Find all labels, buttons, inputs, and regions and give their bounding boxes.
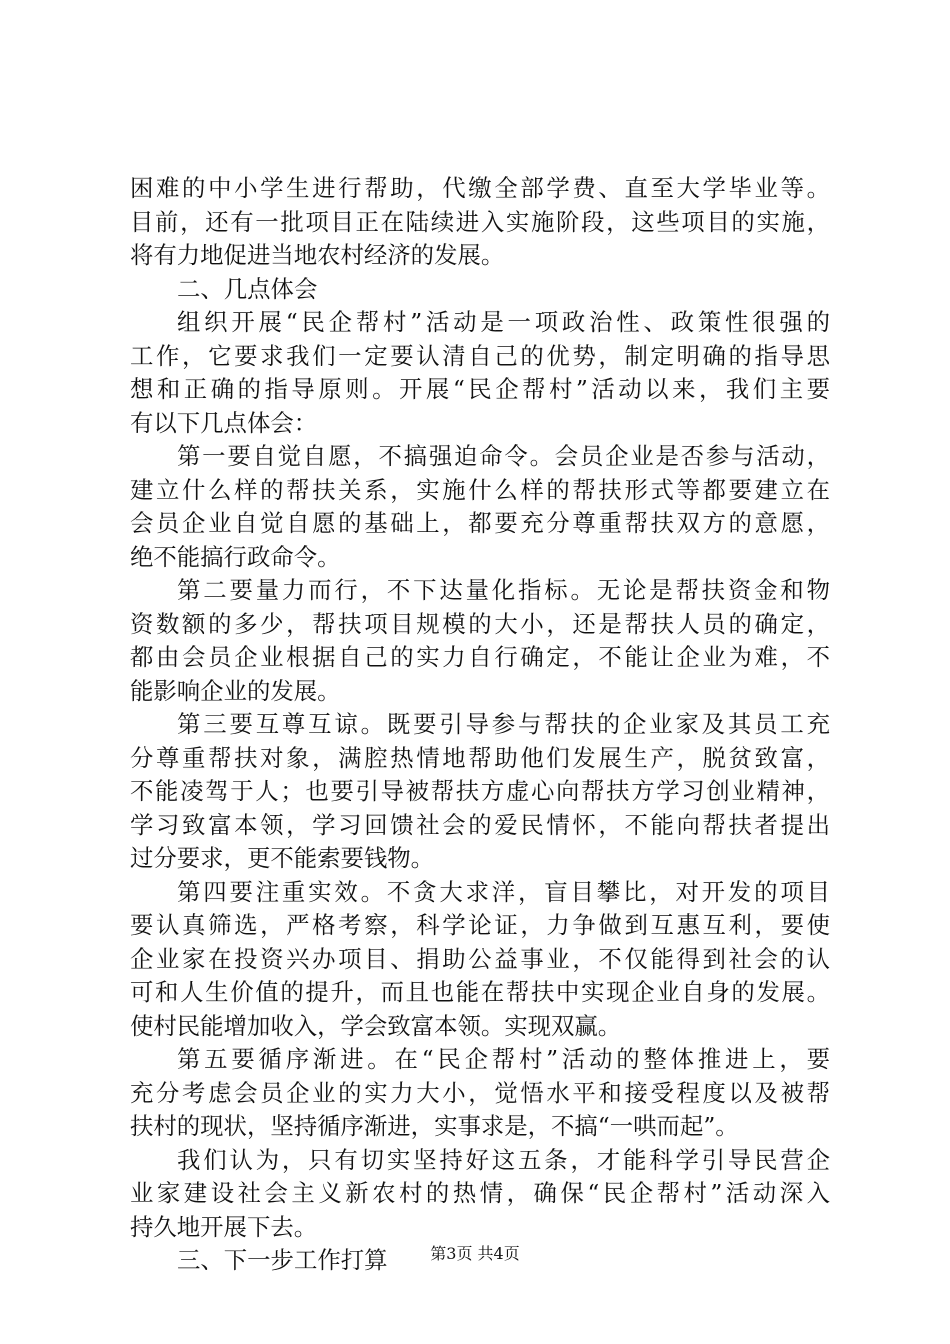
text-line: 将有力地促进当地农村经济的发展。 — [130, 241, 505, 269]
text-line: 第五要循序渐进。在“民企帮村”活动的整体推进上，要 — [177, 1045, 830, 1073]
section-heading: 二、几点体会 — [177, 274, 318, 303]
text-line: 持久地开展下去。 — [130, 1212, 318, 1241]
page-footer — [0, 1244, 950, 1264]
text-line: 我们认为，只有切实坚持好这五条，才能科学引导民营企 — [177, 1145, 830, 1174]
text-line: 有以下几点体会： — [130, 408, 318, 437]
text-line: 企业家在投资兴办项目、捐助公益事业，不仅能得到社会的认 — [130, 944, 830, 973]
text-line: 建立什么样的帮扶关系，实施什么样的帮扶形式等都要建立在 — [130, 475, 830, 504]
text-line: 第一要自觉自愿，不搞强迫命令。会员企业是否参与活动， — [177, 442, 830, 470]
page-number: 第3页 — [430, 1244, 473, 1263]
text-line: 会员企业自觉自愿的基础上，都要充分尊重帮扶双方的意愿， — [130, 509, 830, 537]
text-line: 资数额的多少，帮扶项目规模的大小，还是帮扶人员的确定， — [130, 609, 830, 638]
text-line: 第四要注重实效。不贪大求洋，盲目攀比，对开发的项目 — [177, 877, 830, 906]
text-line: 不能凌驾于人；也要引导被帮扶方虚心向帮扶方学习创业精神， — [130, 777, 830, 805]
text-line: 困难的中小学生进行帮助，代缴全部学费、直至大学毕业等。 — [130, 174, 830, 202]
text-line: 可和人生价值的提升，而且也能在帮扶中实现企业自身的发展。 — [130, 978, 830, 1006]
text-line: 都由会员企业根据自己的实力自行确定，不能让企业为难，不 — [130, 643, 830, 671]
section-heading: 三、下一步工作打算 — [177, 1246, 388, 1274]
text-line: 学习致富本领，学习回馈社会的爱民情怀，不能向帮扶者提出 — [130, 810, 830, 839]
text-line: 过分要求，更不能索要钱物。 — [130, 844, 435, 872]
text-line: 使村民能增加收入，学会致富本领。实现双赢。 — [130, 1011, 622, 1040]
text-line: 组织开展“民企帮村”活动是一项政治性、政策性很强的 — [177, 308, 830, 336]
text-line: 工作，它要求我们一定要认清自己的优势，制定明确的指导思 — [130, 341, 830, 370]
text-line: 扶村的现状，坚持循序渐进，实事求是，不搞“一哄而起”。 — [130, 1112, 739, 1140]
text-line: 绝不能搞行政命令。 — [130, 542, 341, 571]
text-line: 第二要量力而行，不下达量化指标。无论是帮扶资金和物 — [177, 576, 830, 604]
text-line: 目前，还有一批项目正在陆续进入实施阶段，这些项目的实施， — [130, 207, 830, 236]
text-line: 想和正确的指导原则。开展“民企帮村”活动以来，我们主要 — [130, 375, 830, 403]
text-line: 充分考虑会员企业的实力大小，觉悟水平和接受程度以及被帮 — [130, 1078, 830, 1107]
text-line: 业家建设社会主义新农村的热情，确保“民企帮村”活动深入 — [130, 1179, 830, 1207]
text-line: 第三要互尊互谅。既要引导参与帮扶的企业家及其员工充 — [177, 710, 830, 738]
text-line: 能影响企业的发展。 — [130, 676, 341, 705]
text-line: 分尊重帮扶对象，满腔热情地帮助他们发展生产，脱贫致富， — [130, 743, 830, 772]
document-body — [130, 172, 830, 1278]
page-total: 共4页 — [477, 1244, 520, 1263]
text-line: 要认真筛选，严格考察，科学论证，力争做到互惠互利，要使 — [130, 911, 830, 939]
